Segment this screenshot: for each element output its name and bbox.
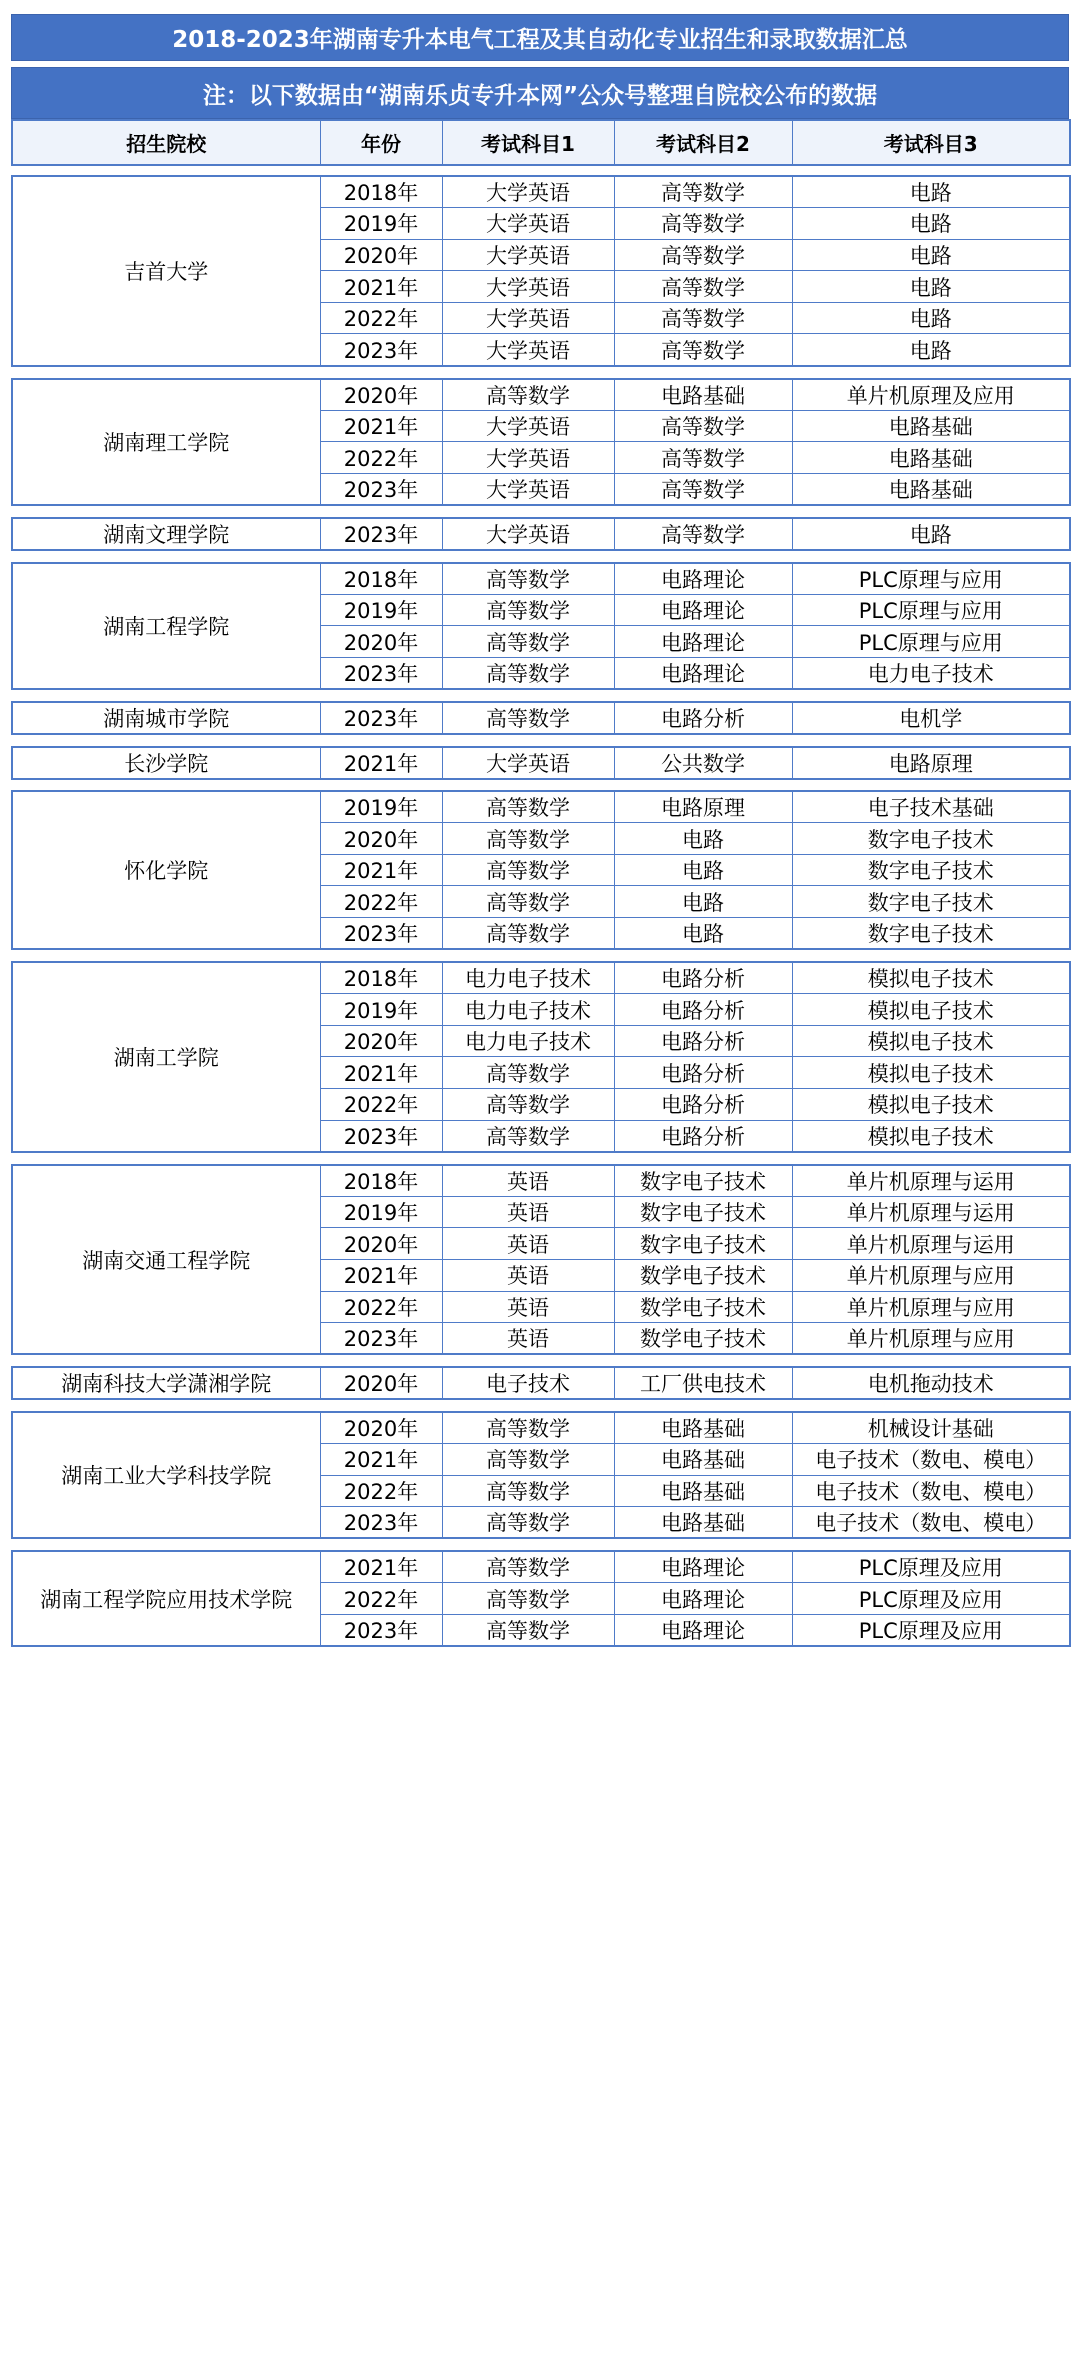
subject-2-cell: 电路理论	[614, 657, 792, 689]
subject-2-cell: 电路基础	[614, 1475, 792, 1507]
subject-3-cell: 模拟电子技术	[792, 994, 1070, 1026]
subject-3-cell: 电路	[792, 208, 1070, 240]
subject-2-cell: 公共数学	[614, 747, 792, 779]
table-row	[12, 747, 1070, 779]
subject-1-cell: 高等数学	[442, 1551, 614, 1583]
subject-1-cell: 高等数学	[442, 1444, 614, 1476]
subject-3-cell: 单片机原理与运用	[792, 1165, 1070, 1197]
subject-3-cell: 电机学	[792, 702, 1070, 734]
year-cell: 2020年	[320, 1228, 442, 1260]
header-subject-3: 考试科目3	[792, 120, 1070, 165]
subject-3-cell: 单片机原理及应用	[792, 379, 1070, 411]
subject-3-cell: PLC原理与应用	[792, 626, 1070, 658]
header-school: 招生院校	[12, 120, 320, 165]
subject-3-cell: 数字电子技术	[792, 886, 1070, 918]
subject-2-cell: 高等数学	[614, 208, 792, 240]
year-cell: 2022年	[320, 886, 442, 918]
year-cell: 2019年	[320, 1196, 442, 1228]
table-row	[12, 1367, 1070, 1399]
year-cell: 2018年	[320, 962, 442, 994]
year-cell: 2023年	[320, 702, 442, 734]
year-cell: 2021年	[320, 271, 442, 303]
subject-1-cell: 电力电子技术	[442, 994, 614, 1026]
subject-1-cell: 大学英语	[442, 442, 614, 474]
subject-3-cell: 电路原理	[792, 747, 1070, 779]
year-cell: 2018年	[320, 563, 442, 595]
year-cell: 2020年	[320, 379, 442, 411]
school-name: 湖南工业大学科技学院	[12, 1412, 320, 1538]
subject-1-cell: 高等数学	[442, 1583, 614, 1615]
subject-2-cell: 电路分析	[614, 1120, 792, 1152]
subject-1-cell: 英语	[442, 1228, 614, 1260]
subject-1-cell: 高等数学	[442, 886, 614, 918]
subject-2-cell: 高等数学	[614, 334, 792, 366]
school-block	[11, 1164, 1071, 1356]
subject-3-cell: 电子技术基础	[792, 791, 1070, 823]
subject-1-cell: 高等数学	[442, 379, 614, 411]
subject-1-cell: 大学英语	[442, 518, 614, 550]
year-cell: 2023年	[320, 1507, 442, 1539]
subject-1-cell: 高等数学	[442, 657, 614, 689]
year-cell: 2022年	[320, 1583, 442, 1615]
subject-3-cell: 电子技术（数电、模电）	[792, 1444, 1070, 1476]
year-cell: 2022年	[320, 1291, 442, 1323]
subject-1-cell: 高等数学	[442, 1507, 614, 1539]
year-cell: 2022年	[320, 302, 442, 334]
subject-2-cell: 电路基础	[614, 379, 792, 411]
year-cell: 2023年	[320, 1120, 442, 1152]
school-name: 湖南工程学院应用技术学院	[12, 1551, 320, 1646]
year-cell: 2020年	[320, 239, 442, 271]
subject-3-cell: 模拟电子技术	[792, 1025, 1070, 1057]
year-cell: 2020年	[320, 626, 442, 658]
subject-1-cell: 英语	[442, 1323, 614, 1355]
school-block	[11, 790, 1071, 950]
year-cell: 2020年	[320, 823, 442, 855]
subject-3-cell: 模拟电子技术	[792, 1089, 1070, 1121]
subject-2-cell: 电路分析	[614, 1089, 792, 1121]
school-block	[11, 1366, 1071, 1400]
subject-2-cell: 电路基础	[614, 1507, 792, 1539]
subject-3-cell: PLC原理与应用	[792, 563, 1070, 595]
table-row	[12, 1551, 1070, 1583]
school-block	[11, 701, 1071, 735]
subject-1-cell: 电力电子技术	[442, 1025, 614, 1057]
school-name: 怀化学院	[12, 791, 320, 949]
subject-1-cell: 大学英语	[442, 208, 614, 240]
school-block	[11, 175, 1071, 367]
header-row	[12, 120, 1070, 165]
table-row	[12, 1412, 1070, 1444]
subject-1-cell: 大学英语	[442, 410, 614, 442]
subject-1-cell: 高等数学	[442, 563, 614, 595]
subject-3-cell: 电路	[792, 334, 1070, 366]
school-name: 湖南工学院	[12, 962, 320, 1152]
subject-2-cell: 数字电子技术	[614, 1228, 792, 1260]
subject-2-cell: 电路理论	[614, 626, 792, 658]
subject-3-cell: 电路	[792, 271, 1070, 303]
subject-3-cell: 单片机原理与应用	[792, 1291, 1070, 1323]
header-year: 年份	[320, 120, 442, 165]
year-cell: 2023年	[320, 473, 442, 505]
subject-3-cell: 电机拖动技术	[792, 1367, 1070, 1399]
subject-2-cell: 电路原理	[614, 791, 792, 823]
school-block	[11, 1550, 1071, 1647]
subject-1-cell: 英语	[442, 1260, 614, 1292]
school-name: 吉首大学	[12, 176, 320, 366]
subject-3-cell: PLC原理及应用	[792, 1583, 1070, 1615]
year-cell: 2022年	[320, 1089, 442, 1121]
year-cell: 2018年	[320, 176, 442, 208]
subject-2-cell: 电路分析	[614, 962, 792, 994]
subject-2-cell: 电路基础	[614, 1444, 792, 1476]
year-cell: 2021年	[320, 747, 442, 779]
table-row	[12, 563, 1070, 595]
subject-3-cell: 单片机原理与运用	[792, 1228, 1070, 1260]
subject-1-cell: 高等数学	[442, 823, 614, 855]
school-name: 湖南理工学院	[12, 379, 320, 505]
year-cell: 2023年	[320, 518, 442, 550]
subject-3-cell: PLC原理与应用	[792, 594, 1070, 626]
subject-3-cell: 单片机原理与应用	[792, 1260, 1070, 1292]
subject-3-cell: 电路	[792, 176, 1070, 208]
subject-3-cell: 电子技术（数电、模电）	[792, 1507, 1070, 1539]
subject-2-cell: 电路	[614, 854, 792, 886]
school-block	[11, 746, 1071, 780]
subject-2-cell: 高等数学	[614, 410, 792, 442]
year-cell: 2023年	[320, 334, 442, 366]
table-row	[12, 702, 1070, 734]
subject-3-cell: 模拟电子技术	[792, 962, 1070, 994]
subject-1-cell: 英语	[442, 1291, 614, 1323]
school-block	[11, 517, 1071, 551]
school-name: 湖南工程学院	[12, 563, 320, 689]
year-cell: 2021年	[320, 410, 442, 442]
year-cell: 2020年	[320, 1367, 442, 1399]
subject-2-cell: 电路	[614, 823, 792, 855]
subject-1-cell: 高等数学	[442, 1057, 614, 1089]
header-table	[11, 119, 1071, 166]
year-cell: 2020年	[320, 1025, 442, 1057]
year-cell: 2021年	[320, 1260, 442, 1292]
subject-3-cell: 电路	[792, 518, 1070, 550]
subject-2-cell: 电路基础	[614, 1412, 792, 1444]
subject-3-cell: 模拟电子技术	[792, 1057, 1070, 1089]
header-subject-1: 考试科目1	[442, 120, 614, 165]
subject-1-cell: 高等数学	[442, 791, 614, 823]
data-source-note: 注：以下数据由“湖南乐贞专升本网”公众号整理自院校公布的数据	[11, 67, 1069, 119]
school-name: 湖南科技大学潇湘学院	[12, 1367, 320, 1399]
subject-1-cell: 高等数学	[442, 1120, 614, 1152]
subject-2-cell: 高等数学	[614, 176, 792, 208]
subject-2-cell: 高等数学	[614, 473, 792, 505]
year-cell: 2023年	[320, 657, 442, 689]
subject-2-cell: 电路理论	[614, 1615, 792, 1647]
subject-1-cell: 英语	[442, 1165, 614, 1197]
subject-3-cell: 单片机原理与运用	[792, 1196, 1070, 1228]
school-name: 湖南交通工程学院	[12, 1165, 320, 1355]
page-title: 2018-2023年湖南专升本电气工程及其自动化专业招生和录取数据汇总	[11, 14, 1069, 61]
table-row	[12, 518, 1070, 550]
year-cell: 2022年	[320, 1475, 442, 1507]
subject-2-cell: 高等数学	[614, 239, 792, 271]
subject-1-cell: 高等数学	[442, 918, 614, 950]
subject-1-cell: 大学英语	[442, 747, 614, 779]
table-row	[12, 379, 1070, 411]
subject-2-cell: 数学电子技术	[614, 1323, 792, 1355]
subject-3-cell: 电路基础	[792, 473, 1070, 505]
school-block	[11, 1411, 1071, 1539]
subject-3-cell: 单片机原理与应用	[792, 1323, 1070, 1355]
subject-2-cell: 高等数学	[614, 442, 792, 474]
table-row	[12, 176, 1070, 208]
subject-1-cell: 高等数学	[442, 1475, 614, 1507]
subject-3-cell: PLC原理及应用	[792, 1615, 1070, 1647]
school-name: 长沙学院	[12, 747, 320, 779]
subject-2-cell: 数学电子技术	[614, 1291, 792, 1323]
subject-3-cell: 电路基础	[792, 442, 1070, 474]
year-cell: 2019年	[320, 791, 442, 823]
subject-3-cell: 数字电子技术	[792, 854, 1070, 886]
year-cell: 2018年	[320, 1165, 442, 1197]
year-cell: 2021年	[320, 1057, 442, 1089]
year-cell: 2021年	[320, 854, 442, 886]
subject-1-cell: 电子技术	[442, 1367, 614, 1399]
table-row	[12, 791, 1070, 823]
subject-2-cell: 电路分析	[614, 1025, 792, 1057]
subject-2-cell: 电路理论	[614, 1551, 792, 1583]
subject-1-cell: 高等数学	[442, 594, 614, 626]
subject-2-cell: 高等数学	[614, 518, 792, 550]
subject-3-cell: 模拟电子技术	[792, 1120, 1070, 1152]
year-cell: 2021年	[320, 1551, 442, 1583]
year-cell: 2021年	[320, 1444, 442, 1476]
school-block	[11, 961, 1071, 1153]
year-cell: 2023年	[320, 1323, 442, 1355]
subject-1-cell: 高等数学	[442, 1412, 614, 1444]
subject-1-cell: 大学英语	[442, 176, 614, 208]
subject-1-cell: 电力电子技术	[442, 962, 614, 994]
subject-2-cell: 数字电子技术	[614, 1196, 792, 1228]
subject-3-cell: 电路基础	[792, 410, 1070, 442]
subject-1-cell: 大学英语	[442, 334, 614, 366]
subject-2-cell: 电路分析	[614, 1057, 792, 1089]
subject-3-cell: 电力电子技术	[792, 657, 1070, 689]
school-name: 湖南城市学院	[12, 702, 320, 734]
subject-3-cell: 电子技术（数电、模电）	[792, 1475, 1070, 1507]
subject-3-cell: 电路	[792, 239, 1070, 271]
subject-2-cell: 电路分析	[614, 994, 792, 1026]
subject-1-cell: 高等数学	[442, 854, 614, 886]
subject-2-cell: 电路	[614, 886, 792, 918]
year-cell: 2019年	[320, 208, 442, 240]
subject-3-cell: PLC原理及应用	[792, 1551, 1070, 1583]
subject-3-cell: 数字电子技术	[792, 918, 1070, 950]
subject-2-cell: 电路	[614, 918, 792, 950]
subject-2-cell: 数学电子技术	[614, 1260, 792, 1292]
year-cell: 2019年	[320, 994, 442, 1026]
subject-2-cell: 数字电子技术	[614, 1165, 792, 1197]
subject-1-cell: 高等数学	[442, 1089, 614, 1121]
subject-2-cell: 电路分析	[614, 702, 792, 734]
subject-2-cell: 电路理论	[614, 563, 792, 595]
year-cell: 2019年	[320, 594, 442, 626]
subject-1-cell: 高等数学	[442, 626, 614, 658]
year-cell: 2020年	[320, 1412, 442, 1444]
subject-1-cell: 大学英语	[442, 302, 614, 334]
school-block	[11, 562, 1071, 690]
subject-3-cell: 机械设计基础	[792, 1412, 1070, 1444]
subject-1-cell: 高等数学	[442, 702, 614, 734]
subject-2-cell: 电路理论	[614, 594, 792, 626]
table-row	[12, 1165, 1070, 1197]
year-cell: 2023年	[320, 918, 442, 950]
year-cell: 2022年	[320, 442, 442, 474]
subject-3-cell: 电路	[792, 302, 1070, 334]
subject-2-cell: 工厂供电技术	[614, 1367, 792, 1399]
subject-1-cell: 高等数学	[442, 1615, 614, 1647]
subject-1-cell: 大学英语	[442, 473, 614, 505]
subject-1-cell: 大学英语	[442, 271, 614, 303]
year-cell: 2023年	[320, 1615, 442, 1647]
header-subject-2: 考试科目2	[614, 120, 792, 165]
subject-3-cell: 数字电子技术	[792, 823, 1070, 855]
subject-1-cell: 英语	[442, 1196, 614, 1228]
subject-2-cell: 电路理论	[614, 1583, 792, 1615]
subject-2-cell: 高等数学	[614, 302, 792, 334]
subject-2-cell: 高等数学	[614, 271, 792, 303]
school-block	[11, 378, 1071, 506]
table-row	[12, 962, 1070, 994]
school-name: 湖南文理学院	[12, 518, 320, 550]
subject-1-cell: 大学英语	[442, 239, 614, 271]
